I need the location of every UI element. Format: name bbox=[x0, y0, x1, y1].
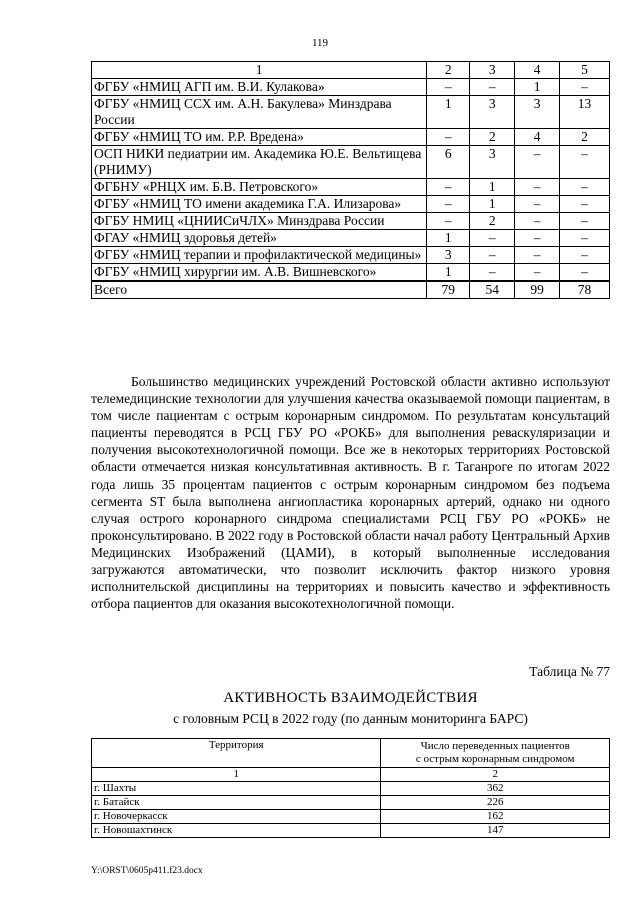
total-label: Всего bbox=[92, 281, 427, 299]
header-cell: 1 bbox=[92, 62, 427, 79]
page-number: 119 bbox=[311, 37, 329, 49]
institution-name: ФГБУ «НМИЦ АГП им. В.И. Кулакова» bbox=[92, 79, 427, 96]
table-number: Таблица № 77 bbox=[529, 664, 610, 679]
patients-value: 147 bbox=[381, 824, 610, 838]
table-row bbox=[92, 796, 610, 810]
territory-name: г. Батайск bbox=[92, 796, 381, 810]
territory-name: г. Новошахтинск bbox=[92, 824, 381, 838]
value-cell: – bbox=[560, 79, 610, 96]
institution-name: ФГБУ «НМИЦ ТО имени академика Г.А. Илизарова» bbox=[92, 196, 427, 213]
value-cell: – bbox=[427, 79, 470, 96]
table-row bbox=[92, 782, 610, 796]
territory-name: г. Шахты bbox=[92, 782, 381, 796]
value-cell: – bbox=[427, 213, 470, 230]
value-cell: 3 bbox=[427, 247, 470, 264]
table-row bbox=[92, 79, 610, 96]
table-row bbox=[92, 146, 610, 179]
value-cell: 3 bbox=[470, 146, 515, 179]
institution-name: ОСП НИКИ педиатрии им. Академика Ю.Е. Вельтищева (РНИМУ) bbox=[92, 146, 427, 179]
table-header-row bbox=[92, 739, 610, 768]
value-cell: 2 bbox=[470, 213, 515, 230]
value-cell: 1 bbox=[470, 196, 515, 213]
total-value: 99 bbox=[515, 281, 560, 299]
value-cell: 2 bbox=[560, 129, 610, 146]
value-cell: – bbox=[427, 179, 470, 196]
header-cell: 3 bbox=[470, 62, 515, 79]
patients-header-line: с острым коронарным синдромом bbox=[415, 753, 575, 765]
territory-name: г. Новочеркасск bbox=[92, 810, 381, 824]
value-cell: – bbox=[560, 230, 610, 247]
value-cell: – bbox=[470, 230, 515, 247]
value-cell: – bbox=[560, 213, 610, 230]
value-cell: – bbox=[470, 264, 515, 282]
total-value: 78 bbox=[560, 281, 610, 299]
referral-table bbox=[91, 61, 610, 299]
value-cell: – bbox=[560, 146, 610, 179]
index-row bbox=[92, 768, 610, 782]
table-row bbox=[92, 264, 610, 282]
value-cell: – bbox=[515, 230, 560, 247]
file-path-footer: Y:\ORST\0605p411.f23.docx bbox=[91, 866, 203, 876]
table-row bbox=[92, 824, 610, 838]
value-cell: 3 bbox=[470, 96, 515, 129]
index-cell: 1 bbox=[92, 768, 381, 782]
institution-name: ФГБУ «НМИЦ терапии и профилактической медицины» bbox=[92, 247, 427, 264]
table-row bbox=[92, 810, 610, 824]
institution-name: ФГБНУ «РНЦХ им. Б.В. Петровского» bbox=[92, 179, 427, 196]
value-cell: – bbox=[515, 247, 560, 264]
patients-value: 162 bbox=[381, 810, 610, 824]
patients-value: 226 bbox=[381, 796, 610, 810]
value-cell: 13 bbox=[560, 96, 610, 129]
value-cell: 1 bbox=[515, 79, 560, 96]
activity-table bbox=[91, 738, 610, 838]
value-cell: – bbox=[560, 247, 610, 264]
patients-value: 362 bbox=[381, 782, 610, 796]
patients-header bbox=[381, 739, 610, 768]
value-cell: 2 bbox=[470, 129, 515, 146]
value-cell: – bbox=[560, 179, 610, 196]
table-row bbox=[92, 196, 610, 213]
value-cell: – bbox=[470, 79, 515, 96]
index-cell: 2 bbox=[381, 768, 610, 782]
value-cell: – bbox=[515, 179, 560, 196]
value-cell: – bbox=[560, 196, 610, 213]
value-cell: – bbox=[515, 264, 560, 282]
table-row bbox=[92, 96, 610, 129]
value-cell: 1 bbox=[427, 230, 470, 247]
value-cell: 6 bbox=[427, 146, 470, 179]
value-cell: – bbox=[427, 129, 470, 146]
value-cell: 3 bbox=[515, 96, 560, 129]
value-cell: 1 bbox=[427, 264, 470, 282]
institution-name: ФГБУ НМИЦ «ЦНИИСиЧЛХ» Минздрава России bbox=[92, 213, 427, 230]
table-row bbox=[92, 230, 610, 247]
table-row bbox=[92, 213, 610, 230]
total-row bbox=[92, 281, 610, 299]
patients-header-line: Число переведенных пациентов bbox=[420, 740, 570, 752]
table-title: АКТИВНОСТЬ ВЗАИМОДЕЙСТВИЯ bbox=[223, 690, 478, 706]
value-cell: 1 bbox=[427, 96, 470, 129]
value-cell: 4 bbox=[515, 129, 560, 146]
institution-name: ФГБУ «НМИЦ ССХ им. А.Н. Бакулева» Минздрава России bbox=[92, 96, 427, 129]
value-cell: – bbox=[515, 146, 560, 179]
territory-header: Территория bbox=[92, 739, 381, 768]
institution-name: ФГБУ «НМИЦ ТО им. Р.Р. Вредена» bbox=[92, 129, 427, 146]
header-cell: 2 bbox=[427, 62, 470, 79]
table-row bbox=[92, 129, 610, 146]
total-value: 54 bbox=[470, 281, 515, 299]
header-cell: 5 bbox=[560, 62, 610, 79]
value-cell: – bbox=[427, 196, 470, 213]
value-cell: 1 bbox=[470, 179, 515, 196]
value-cell: – bbox=[560, 264, 610, 282]
institution-name: ФГАУ «НМИЦ здоровья детей» bbox=[92, 230, 427, 247]
value-cell: – bbox=[515, 213, 560, 230]
institution-name: ФГБУ «НМИЦ хирургии им. А.В. Вишневского» bbox=[92, 264, 427, 282]
table-subtitle: с головным РСЦ в 2022 году (по данным мониторинга БАРС) bbox=[173, 711, 528, 726]
table-row bbox=[92, 247, 610, 264]
value-cell: – bbox=[470, 247, 515, 264]
body-paragraph: Большинство медицинских учреждений Ростовской области активно используют телемедицинские технологии для улучшения качества оказываемой помощи пациентам, в том числе пациентам с острым коронарным синдромом. По результатам консультаций пациенты переводятся в РСЦ ГБУ РО «РОКБ» для выполнения реваскуляризации и получения высокотехнологичной помощи. Все же в некоторых территориях Ростовской области отмечается низкая консультативная активность. В г. Таганроге по итогам 2022 года лишь 35 процентам пациентов с острым коронарным синдромом без подъема сегмента ST была выполнена ангиопластика коронарных артерий, однако ни одного случая острого коронарного синдрома специалистами РСЦ ГБУ РО «РОКБ» не проконсультировано. В 2022 году в Ростовской области начал работу Центральный Архив Медицинских Изображений (ЦАМИ), в который выполненные исследования загружаются автоматически, что позволит исключить фактор низкого уровня исполнительской дисциплины на территориях и повысить качество и эффективность отбора пациентов для оказания высокотехнологичной помощи. bbox=[91, 374, 610, 612]
table-row bbox=[92, 179, 610, 196]
value-cell: – bbox=[515, 196, 560, 213]
header-cell: 4 bbox=[515, 62, 560, 79]
total-value: 79 bbox=[427, 281, 470, 299]
table-header-row bbox=[92, 62, 610, 79]
